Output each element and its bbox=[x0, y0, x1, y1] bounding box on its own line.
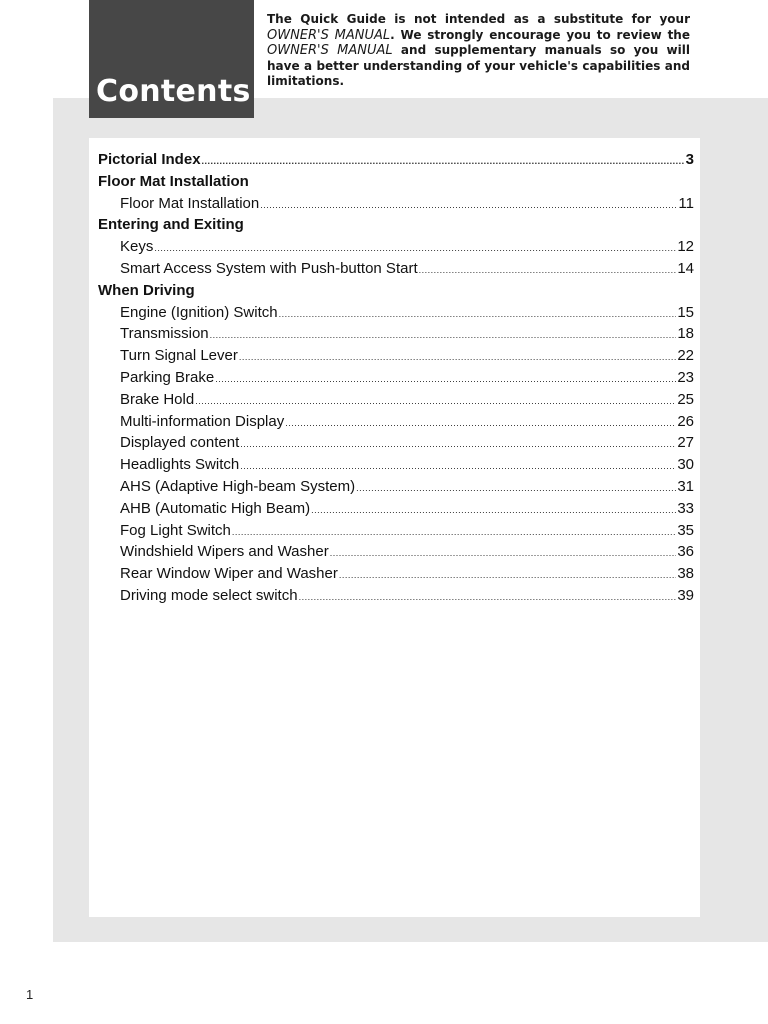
dot-leader bbox=[240, 456, 676, 478]
intro-paragraph bbox=[267, 12, 690, 90]
intro-text-1: The Quick Guide is not intended as a substitute for your bbox=[267, 12, 690, 26]
toc-entry-page: 25 bbox=[677, 390, 694, 408]
dot-leader bbox=[260, 195, 677, 217]
toc-entry-ahs[interactable] bbox=[98, 476, 694, 498]
dot-leader bbox=[232, 522, 676, 544]
toc-entry-page: 31 bbox=[677, 477, 694, 495]
toc-section-when-driving bbox=[98, 280, 694, 302]
page-title: Contents bbox=[96, 74, 251, 109]
dot-leader bbox=[339, 565, 676, 587]
dot-leader bbox=[419, 260, 677, 282]
toc-entry-page: 33 bbox=[677, 499, 694, 517]
toc-entry-headlights-switch[interactable] bbox=[98, 454, 694, 476]
dot-leader bbox=[279, 304, 677, 326]
table-of-contents bbox=[98, 149, 694, 607]
toc-entry-label: Pictorial Index bbox=[98, 151, 201, 168]
toc-entry-ahb[interactable] bbox=[98, 498, 694, 520]
toc-entry-page: 3 bbox=[685, 151, 694, 168]
toc-entry-turn-signal-lever[interactable] bbox=[98, 345, 694, 367]
toc-entry-pictorial-index[interactable] bbox=[98, 149, 694, 171]
dot-leader bbox=[239, 347, 676, 369]
toc-entry-page: 11 bbox=[678, 194, 694, 212]
dot-leader bbox=[154, 238, 676, 260]
toc-entry-page: 12 bbox=[677, 238, 694, 256]
toc-entry-transmission[interactable] bbox=[98, 323, 694, 345]
toc-entry-smart-access-system[interactable] bbox=[98, 258, 694, 280]
toc-entry-label: AHB (Automatic High Beam) bbox=[120, 499, 311, 517]
toc-entry-floor-mat-installation[interactable] bbox=[98, 193, 694, 215]
toc-entry-label: Keys bbox=[120, 238, 154, 256]
toc-entry-label: Floor Mat Installation bbox=[120, 194, 260, 212]
toc-entry-label: Multi-information Display bbox=[120, 412, 285, 430]
toc-entry-label: Smart Access System with Push-button Start bbox=[120, 259, 418, 277]
toc-entry-page: 36 bbox=[677, 543, 694, 561]
toc-entry-driving-mode-select[interactable] bbox=[98, 585, 694, 607]
dot-leader bbox=[299, 587, 677, 609]
toc-section-label: Entering and Exiting bbox=[98, 216, 244, 234]
toc-entry-page: 38 bbox=[677, 565, 694, 583]
toc-entry-fog-light-switch[interactable] bbox=[98, 520, 694, 542]
toc-entry-rear-window-wiper[interactable] bbox=[98, 563, 694, 585]
toc-entry-label: Engine (Ignition) Switch bbox=[120, 303, 278, 321]
toc-entry-page: 18 bbox=[677, 325, 694, 343]
title-block bbox=[89, 0, 254, 118]
toc-entry-page: 39 bbox=[677, 586, 694, 604]
toc-section-entering-exiting bbox=[98, 214, 694, 236]
dot-leader bbox=[240, 434, 676, 456]
intro-text-3: and supplementary manuals so you will have a better understanding of your vehicle's capabilities and limitations. bbox=[267, 43, 690, 88]
toc-section-label: Floor Mat Installation bbox=[98, 172, 249, 190]
toc-entry-brake-hold[interactable] bbox=[98, 389, 694, 411]
toc-entry-displayed-content[interactable] bbox=[98, 432, 694, 454]
toc-entry-label: Driving mode select switch bbox=[120, 586, 298, 604]
toc-entry-page: 27 bbox=[677, 434, 694, 452]
toc-entry-engine-switch[interactable] bbox=[98, 302, 694, 324]
dot-leader bbox=[285, 413, 676, 435]
toc-entry-page: 26 bbox=[677, 412, 694, 430]
dot-leader bbox=[195, 391, 676, 413]
toc-entry-label: Brake Hold bbox=[120, 390, 195, 408]
toc-entry-label: Headlights Switch bbox=[120, 456, 240, 474]
toc-section-label: When Driving bbox=[98, 281, 195, 299]
dot-leader bbox=[311, 500, 676, 522]
dot-leader bbox=[356, 478, 676, 500]
toc-entry-windshield-wipers[interactable] bbox=[98, 541, 694, 563]
toc-entry-label: Turn Signal Lever bbox=[120, 347, 238, 365]
toc-entry-page: 14 bbox=[677, 259, 694, 277]
toc-entry-keys[interactable] bbox=[98, 236, 694, 258]
dot-leader bbox=[202, 151, 685, 173]
owners-manual-ref-1: OWNER'S MANUAL bbox=[267, 27, 391, 43]
owners-manual-ref-2: OWNER'S MANUAL bbox=[267, 43, 393, 58]
toc-entry-parking-brake[interactable] bbox=[98, 367, 694, 389]
toc-entry-page: 23 bbox=[677, 368, 694, 386]
intro-text-2: . We strongly encourage you to review the bbox=[390, 27, 690, 42]
toc-entry-label: Transmission bbox=[120, 325, 209, 343]
dot-leader bbox=[330, 543, 677, 565]
toc-entry-page: 30 bbox=[677, 456, 694, 474]
toc-entry-page: 35 bbox=[677, 521, 694, 539]
toc-entry-page: 15 bbox=[677, 303, 694, 321]
toc-section-floor-mat bbox=[98, 171, 694, 193]
toc-entry-label: Windshield Wipers and Washer bbox=[120, 543, 329, 561]
dot-leader bbox=[210, 325, 677, 347]
dot-leader bbox=[215, 369, 676, 391]
toc-entry-label: Displayed content bbox=[120, 434, 240, 452]
toc-entry-label: Rear Window Wiper and Washer bbox=[120, 565, 338, 583]
page-number: 1 bbox=[26, 987, 34, 1002]
toc-entry-multi-information-display[interactable] bbox=[98, 411, 694, 433]
toc-entry-label: Fog Light Switch bbox=[120, 521, 231, 539]
toc-entry-label: AHS (Adaptive High-beam System) bbox=[120, 477, 356, 495]
toc-entry-page: 22 bbox=[677, 347, 694, 365]
toc-entry-label: Parking Brake bbox=[120, 368, 215, 386]
